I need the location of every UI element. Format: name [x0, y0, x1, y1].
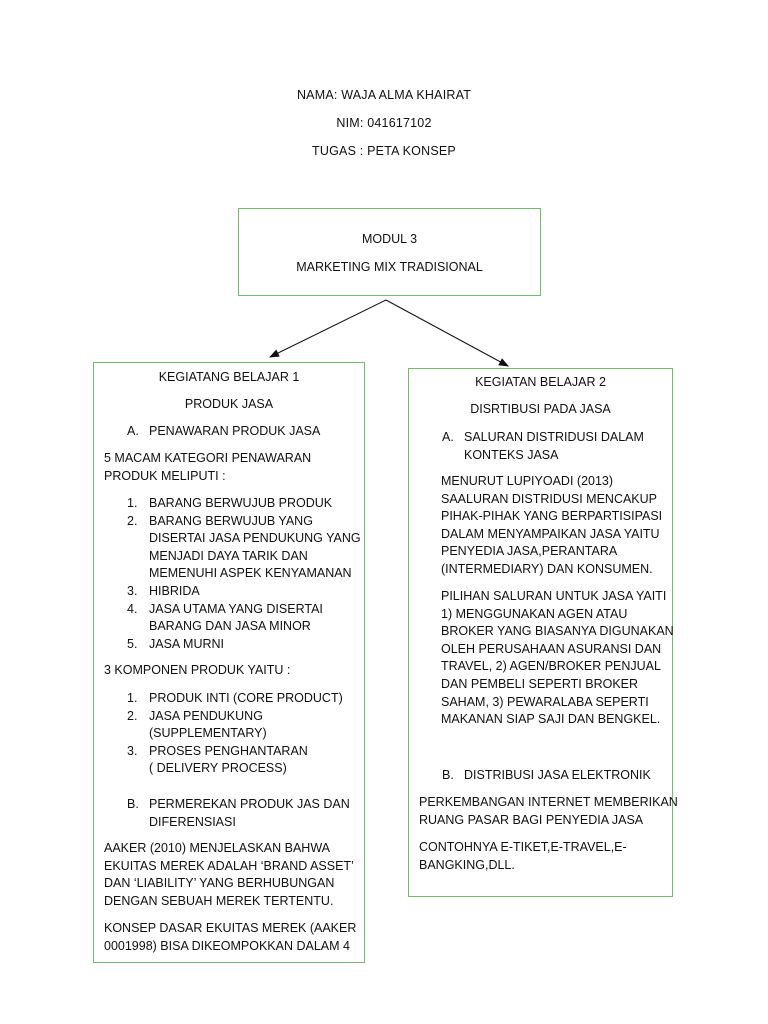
kb1-komponen-item: ( DELIVERY PROCESS): [149, 761, 287, 776]
kb1-aaker-paragraph: DENGAN SEBUAH MEREK TERTENTU.: [104, 893, 334, 908]
kb1-category-number: 4.: [127, 601, 138, 616]
kb1-section-b-heading: DIFERENSIASI: [149, 814, 236, 829]
kb1-intro-line: 5 MACAM KATEGORI PENAWARAN: [104, 451, 312, 465]
modul-subtitle: MARKETING MIX TRADISIONAL: [296, 260, 483, 274]
kb1-category-item: BARANG BERWUJUB PRODUK: [149, 496, 333, 510]
kb1-komponen-number: 2.: [127, 708, 138, 723]
kb2-section-b-marker: B.: [442, 768, 454, 782]
kb2-pilihan-paragraph: SAHAM, 3) PEWARALABA SEPERTI: [441, 694, 649, 709]
kegiatan-belajar-2-box: [408, 368, 678, 897]
kb1-aaker-paragraph: EKUITAS MEREK ADALAH ‘BRAND ASSET’: [104, 858, 354, 873]
kb2-title: KEGIATAN BELAJAR 2: [475, 375, 606, 389]
kb2-internet-paragraph: PERKEMBANGAN INTERNET MEMBERIKAN: [419, 795, 678, 809]
kb1-category-number: 2.: [127, 513, 138, 528]
kb1-aaker-paragraph: DAN ‘LIABILITY’ YANG BERHUBUNGAN: [104, 876, 335, 891]
kb1-komponen-item: JASA PENDUKUNG: [149, 708, 263, 723]
kb2-pilihan-paragraph: BROKER YANG BIASANYA DIGUNAKAN: [441, 624, 674, 639]
kb1-konsep-paragraph: KONSEP DASAR EKUITAS MEREK (AAKER: [104, 921, 357, 935]
kb1-komponen-number: 1.: [127, 691, 138, 705]
kb2-contoh-paragraph: CONTOHNYA E-TIKET,E-TRAVEL,E-: [419, 840, 627, 854]
kb2-lupiyoadi-paragraph: DALAM MENYAMPAIKAN JASA YAITU: [441, 526, 660, 541]
kb1-komponen-item: (SUPPLEMENTARY): [149, 726, 267, 741]
kb2-pilihan-paragraph: TRAVEL, 2) AGEN/BROKER PENJUAL: [441, 659, 661, 674]
kegiatan-belajar-1-box: [93, 362, 365, 963]
kb1-komponen-item: PROSES PENGHANTARAN: [149, 743, 308, 758]
kb2-pilihan-paragraph: MAKANAN SIAP SAJI DAN BENGKEL.: [441, 712, 661, 727]
kb2-pilihan-paragraph: DAN PEMBELI SEPERTI BROKER: [441, 677, 639, 691]
kb2-internet-paragraph: RUANG PASAR BAGI PENYEDIA JASA: [419, 812, 644, 827]
kb1-category-item: JASA MURNI: [149, 636, 225, 651]
kb1-title: KEGIATANG BELAJAR 1: [158, 370, 300, 384]
kb1-category-number: 1.: [127, 496, 138, 510]
kb1-komponen-heading: 3 KOMPONEN PRODUK YAITU :: [104, 663, 291, 677]
arrow-to-right-box: [386, 300, 508, 366]
kb1-section-a-heading: PENAWARAN PRODUK JASA: [149, 424, 321, 438]
modul-box: [238, 208, 541, 296]
kb1-aaker-paragraph: AAKER (2010) MENJELASKAN BAHWA: [104, 841, 330, 855]
kb2-section-a-heading: KONTEKS JASA: [464, 447, 559, 462]
kb1-intro-line: PRODUK MELIPUTI :: [104, 468, 226, 483]
kb1-category-item: DISERTAI JASA PENDUKUNG YANG: [149, 531, 361, 546]
student-name: NAMA: WAJA ALMA KHAIRAT: [296, 88, 472, 102]
kb2-lupiyoadi-paragraph: MENURUT LUPIYOADI (2013): [441, 474, 614, 488]
kb1-category-item: BARANG DAN JASA MINOR: [149, 619, 311, 634]
kb2-subtitle: DISRTIBUSI PADA JASA: [470, 402, 611, 416]
modul-title: MODUL 3: [361, 232, 418, 246]
kb1-category-item: BARANG BERWUJUB YANG: [149, 513, 313, 528]
kb2-lupiyoadi-paragraph: (INTERMEDIARY) DAN KONSUMEN.: [441, 562, 653, 576]
kb1-komponen-item: PRODUK INTI (CORE PRODUCT): [149, 691, 343, 705]
kb1-subtitle: PRODUK JASA: [184, 397, 274, 411]
assignment-title: TUGAS : PETA KONSEP: [312, 144, 456, 158]
kb1-category-item: HIBRIDA: [149, 584, 200, 598]
arrow-to-left-box: [270, 300, 386, 357]
kb2-lupiyoadi-paragraph: PIHAK-PIHAK YANG BERPARTISIPASI: [441, 509, 663, 524]
kb1-category-number: 5.: [127, 636, 138, 651]
kb2-pilihan-paragraph: PILIHAN SALURAN UNTUK JASA YAITI: [441, 589, 667, 603]
kb2-lupiyoadi-paragraph: PENYEDIA JASA,PERANTARA: [441, 544, 618, 559]
kb2-lupiyoadi-paragraph: SAALURAN DISTRIDUSI MENCAKUP: [441, 491, 658, 506]
kb2-section-a-marker: A.: [442, 430, 454, 444]
kb1-category-item: MENJADI DAYA TARIK DAN: [149, 548, 308, 563]
kb2-section-b-heading: DISTRIBUSI JASA ELEKTRONIK: [464, 768, 651, 782]
kb2-section-a-heading: SALURAN DISTRIDUSI DALAM: [464, 430, 644, 444]
kb1-komponen-number: 3.: [127, 743, 138, 758]
kb1-section-b-marker: B.: [127, 797, 139, 811]
kb2-pilihan-paragraph: OLEH PERUSAHAAN ASURANSI DAN: [441, 641, 662, 656]
kb1-section-a-marker: A.: [127, 424, 139, 438]
kb1-category-item: JASA UTAMA YANG DISERTAI: [149, 601, 323, 616]
kb1-category-item: MEMENUHI ASPEK KENYAMANAN: [149, 566, 352, 581]
student-nim: NIM: 041617102: [336, 116, 432, 130]
kb1-category-number: 3.: [127, 584, 138, 598]
kb1-konsep-paragraph: 0001998) BISA DIKEOMPOKKAN DALAM 4: [104, 938, 350, 953]
kb2-contoh-paragraph: BANGKING,DLL.: [419, 857, 515, 872]
kb1-section-b-heading: PERMEREKAN PRODUK JAS DAN: [149, 797, 350, 811]
kb2-pilihan-paragraph: 1) MENGGUNAKAN AGEN ATAU: [441, 606, 628, 621]
